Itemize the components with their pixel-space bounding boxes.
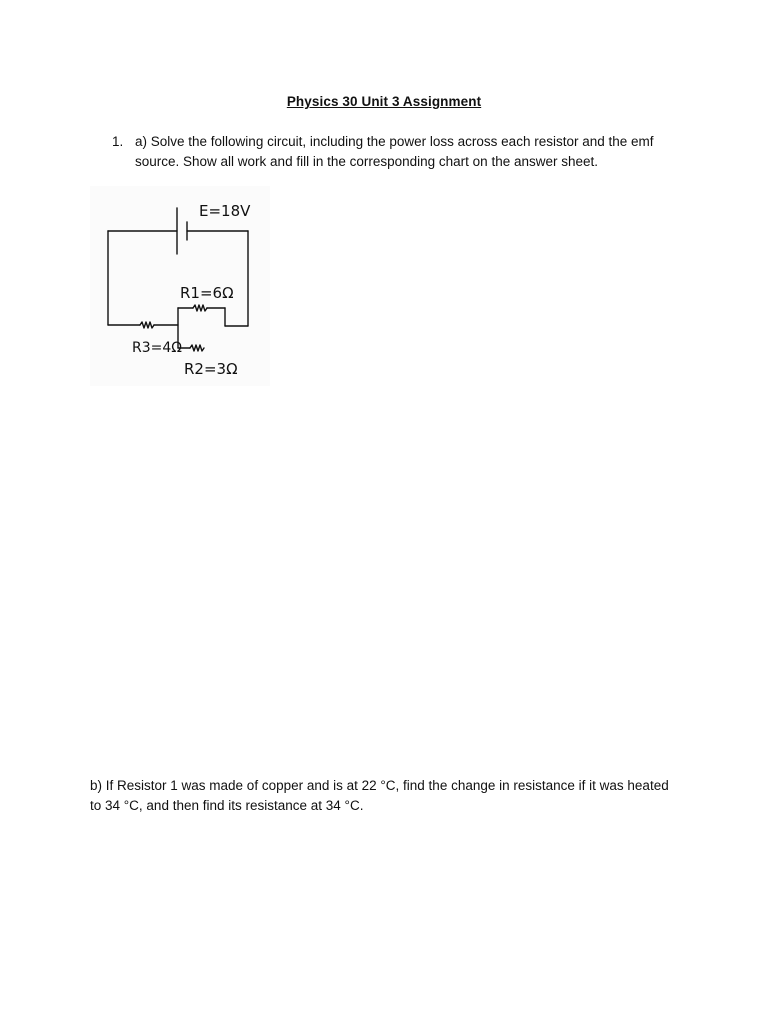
document-title: Physics 30 Unit 3 Assignment bbox=[286, 94, 482, 109]
r3-label: R3=4Ω bbox=[132, 340, 182, 356]
resistor-r3 bbox=[140, 322, 154, 328]
question-1a-text bbox=[135, 132, 695, 171]
question-1a-line-1: a) Solve the following circuit, including the power loss across each resistor and the emf bbox=[135, 134, 654, 149]
resistor-r2 bbox=[190, 345, 204, 351]
question-number: 1. bbox=[112, 134, 124, 149]
question-1b-line-1: b) If Resistor 1 was made of copper and is at 22 °C, find the change in resistance if it was heated bbox=[90, 778, 669, 793]
circuit-svg bbox=[90, 186, 270, 386]
emf-label: E=18V bbox=[199, 202, 251, 220]
question-1b-line-2: to 34 °C, and then find its resistance at 34 °C. bbox=[90, 798, 364, 813]
r2-label: R2=3Ω bbox=[184, 360, 238, 378]
r1-label: R1=6Ω bbox=[180, 284, 234, 302]
question-1b bbox=[90, 776, 690, 816]
resistor-r1 bbox=[193, 305, 207, 311]
circuit-diagram bbox=[90, 186, 270, 386]
question-1a-line-2: source. Show all work and fill in the corresponding chart on the answer sheet. bbox=[135, 153, 599, 169]
